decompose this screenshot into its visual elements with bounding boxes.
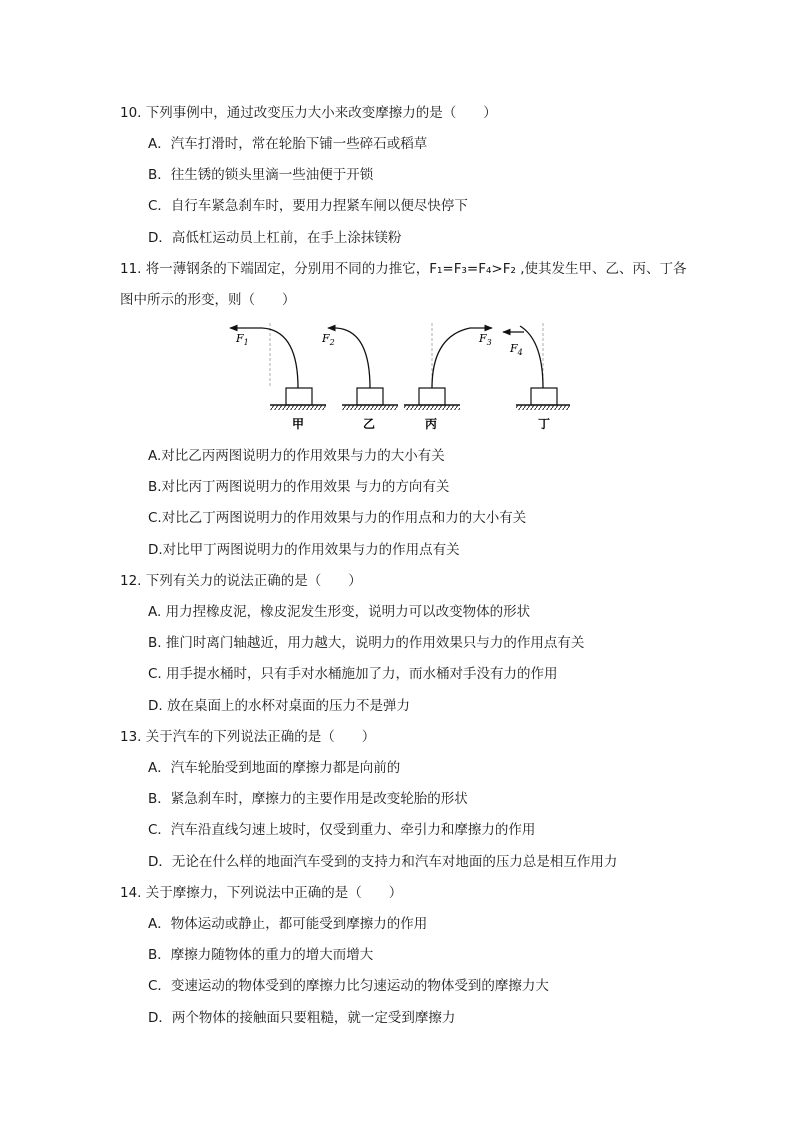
panel-ding (503, 323, 570, 431)
q10-option-a: A．汽车打滑时，常在轮胎下铺一些碎石或稻草 (148, 136, 428, 152)
q12-option-a: A. 用力捏橡皮泥，橡皮泥发生形变，说明力可以改变物体的形状 (148, 604, 531, 620)
q13-option-b: B．紧急刹车时，摩擦力的主要作用是改变轮胎的形状 (148, 791, 468, 807)
clamp-block (357, 388, 383, 405)
q12-option-b: B. 推门时离门轴越近，用力越大，说明力的作用效果只与力的作用点有关 (148, 635, 585, 651)
clamp-block (531, 388, 557, 405)
q10-option-d: D．高低杠运动员上杠前，在手上涂抹镁粉 (148, 230, 402, 246)
q13-option-d: D．无论在什么样的地面汽车受到的支持力和汽车对地面的压力总是相互作用力 (148, 854, 618, 870)
ground-hatch (516, 405, 570, 410)
q12-stem: 12. 下列有关力的说法正确的是（ ） (120, 573, 362, 589)
force-label-f4: $F_4$ (510, 342, 523, 357)
bent-strip (520, 326, 543, 388)
panel-yi (321, 328, 398, 431)
q12-option-c: C. 用手提水桶时，只有手对水桶施加了力，而水桶对手没有力的作用 (148, 666, 558, 682)
bent-strip (336, 328, 370, 388)
panel-jia (230, 323, 326, 431)
q11-option-d: D.对比甲丁两图说明力的作用效果与力的作用点有关 (148, 542, 460, 558)
q14-option-b: B．摩擦力随物体的重力的增大而增大 (148, 947, 374, 963)
force-label-f1: $F_1$ (236, 332, 249, 347)
q14-option-d: D．两个物体的接触面只要粗糙，就一定受到摩擦力 (148, 1010, 456, 1026)
q10-option-b: B．往生锈的锁头里滴一些油便于开锁 (148, 167, 374, 183)
clamp-block (419, 388, 445, 405)
ground-hatch (404, 405, 460, 410)
force-label-f2: $F_2$ (322, 332, 335, 347)
q14-stem: 14. 关于摩擦力，下列说法中正确的是（ ） (120, 885, 403, 901)
q10-option-c: C．自行车紧急刹车时，要用力捏紧车闸以便尽快停下 (148, 198, 468, 214)
q11-option-b: B.对比丙丁两图说明力的作用效果 与力的方向有关 (148, 479, 450, 495)
caption-ding: 丁 (538, 417, 551, 431)
q11-stem-line2: 图中所示的形变，则（ ） (120, 292, 296, 308)
q13-stem: 13. 关于汽车的下列说法正确的是（ ） (120, 729, 376, 745)
bent-strip (432, 328, 470, 388)
q10-stem: 10. 下列事例中，通过改变压力大小来改变摩擦力的是（ ） (120, 105, 497, 121)
panel-bing (404, 323, 492, 431)
q14-option-a: A．物体运动或静止，都可能受到摩擦力的作用 (148, 916, 428, 932)
q13-option-a: A．汽车轮胎受到地面的摩擦力都是向前的 (148, 760, 401, 776)
caption-bing: 丙 (425, 417, 438, 431)
caption-jia: 甲 (292, 417, 305, 431)
ground-hatch (342, 405, 398, 410)
steel-strip-diagram (220, 318, 580, 436)
q11-figure (220, 318, 580, 436)
q14-option-c: C．变速运动的物体受到的摩擦力比匀速运动的物体受到的摩擦力大 (148, 978, 549, 994)
clamp-block (286, 388, 312, 405)
ground-hatch (270, 405, 326, 410)
q11-option-c: C.对比乙丁两图说明力的作用效果与力的作用点和力的大小有关 (148, 510, 527, 526)
q11-option-a: A.对比乙丙两图说明力的作用效果与力的大小有关 (148, 448, 445, 464)
caption-yi: 乙 (363, 417, 376, 431)
bent-strip (262, 328, 298, 388)
q12-option-d: D. 放在桌面上的水杯对桌面的压力不是弹力 (148, 698, 410, 714)
force-label-f3: $F_3$ (479, 332, 492, 347)
q11-stem-line1: 11. 将一薄钢条的下端固定，分别用不同的力推它，F₁=F₃=F₄>F₂ ,使其发生甲、乙、丙、丁各 (120, 261, 687, 277)
q13-option-c: C．汽车沿直线匀速上坡时，仅受到重力、牵引力和摩擦力的作用 (148, 822, 536, 838)
